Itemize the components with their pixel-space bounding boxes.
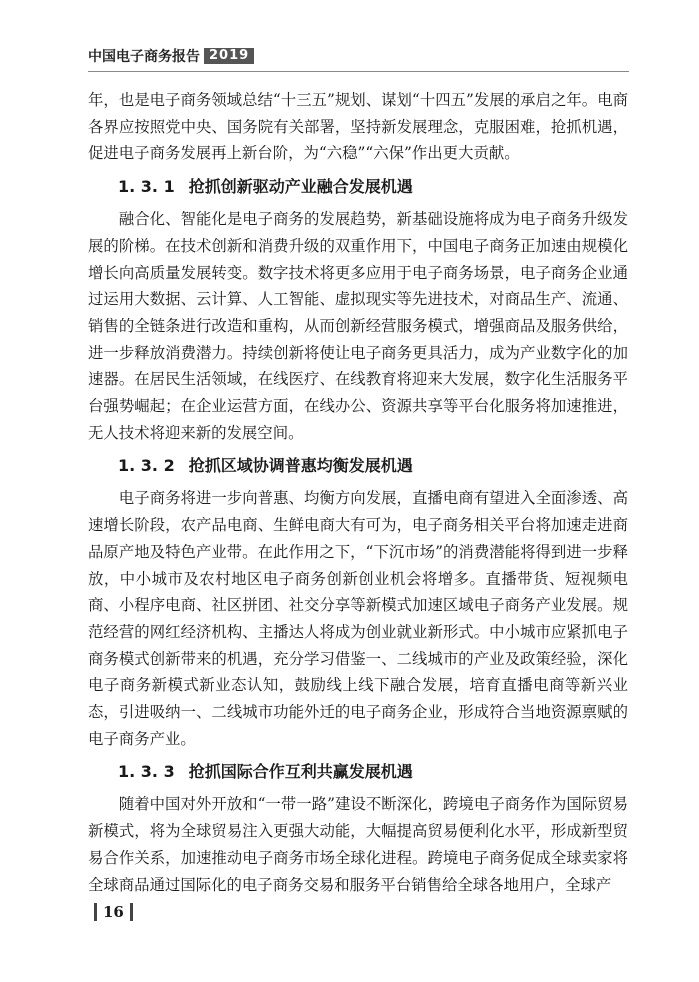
section-1-3-2-body: 电子商务将进一步向普惠、均衡方向发展，直播电商有望进入全面渗透、高速增长阶段，农产品电商、生鲜电商大有可为，电子商务相关平台将加速走进商品原产地及特色产业带。在此作用之下，“下沉市场”的消费潜能将得到进一步释放，中小城市及农村地区电子商务创新创业机会将增多。直播带货、短视频电商、小程序电商、社区拼团、社交分享等新模式加速区域电子商务产业发展。规范经营的网红经济机构、主播达人将成为创业就业新形式。中小城市应紧抓电子商务模式创新带来的机遇，充分学习借鉴一、二线城市的产业及政策经验，深化电子商务新模式新业态认知，鼓励线上线下融合发展，培育直播电商等新兴业态，引进吸纳一、二线城市功能外迁的电子商务企业，形成符合当地资源禀赋的电子商务产业。: [88, 489, 628, 748]
section-number: 1. 3. 1: [118, 177, 175, 197]
report-title: 中国电子商务报告: [88, 49, 200, 65]
page-number: 16: [103, 903, 124, 921]
section-number: 1. 3. 3: [118, 762, 175, 782]
page-footer: [88, 903, 139, 921]
section-title: 抢抓国际合作互利共赢发展机遇: [188, 762, 413, 782]
section-1-3-1-body: 融合化、智能化是电子商务的发展趋势，新基础设施将成为电子商务升级发展的阶梯。在技术创新和消费升级的双重作用下，中国电子商务正加速由规模化增长向高质量发展转变。数字技术将更多应用于电子商务场景，电子商务企业通过运用大数据、云计算、人工智能、虚拟现实等先进技术，对商品生产、流通、销售的全链条进行改造和重构，从而创新经营服务模式，增强商品及服务供给，进一步释放消费潜力。持续创新将使让电子商务更具活力，成为产业数字化的加速器。在居民生活领域，在线医疗、在线教育将迎来大发展，数字化生活服务平台强势崛起；在企业运营方面，在线办公、资源共享等平台化服务将加速推进，无人技术将迎来新的发展空间。: [88, 210, 628, 442]
section-heading-1-3-2: [88, 454, 628, 478]
section-heading-1-3-3: [88, 760, 628, 784]
section-1-3-3-body: 随着中国对外开放和“一带一路”建设不断深化，跨境电子商务作为国际贸易新模式，将为全球贸易注入更强大动能，大幅提高贸易便利化水平，形成新型贸易合作关系，加速推动电子商务市场全球化进程。跨境电子商务促成全球卖家将全球商品通过国际化的电子商务交易和服务平台销售给全球各地用户，全球产: [88, 795, 628, 894]
footer-bar-right: [130, 903, 133, 921]
section-title: 抢抓创新驱动产业融合发展机遇: [188, 177, 413, 197]
section-title: 抢抓区域协调普惠均衡发展机遇: [188, 456, 413, 476]
intro-paragraph: 年，也是电子商务领域总结“十三五”规划、谋划“十四五”发展的承启之年。电商各界应按照党中央、国务院有关部署，坚持新发展理念，克服困难，抢抓机遇，促进电子商务发展再上新台阶，为“六稳”“六保”作出更大贡献。: [88, 91, 628, 163]
section-number: 1. 3. 2: [118, 456, 175, 476]
report-year-badge: 2019: [204, 48, 254, 64]
footer-bar-left: [94, 903, 97, 921]
header-divider: [88, 71, 629, 72]
page-body: [88, 87, 628, 898]
section-heading-1-3-1: [88, 175, 628, 199]
running-header: [88, 46, 628, 66]
